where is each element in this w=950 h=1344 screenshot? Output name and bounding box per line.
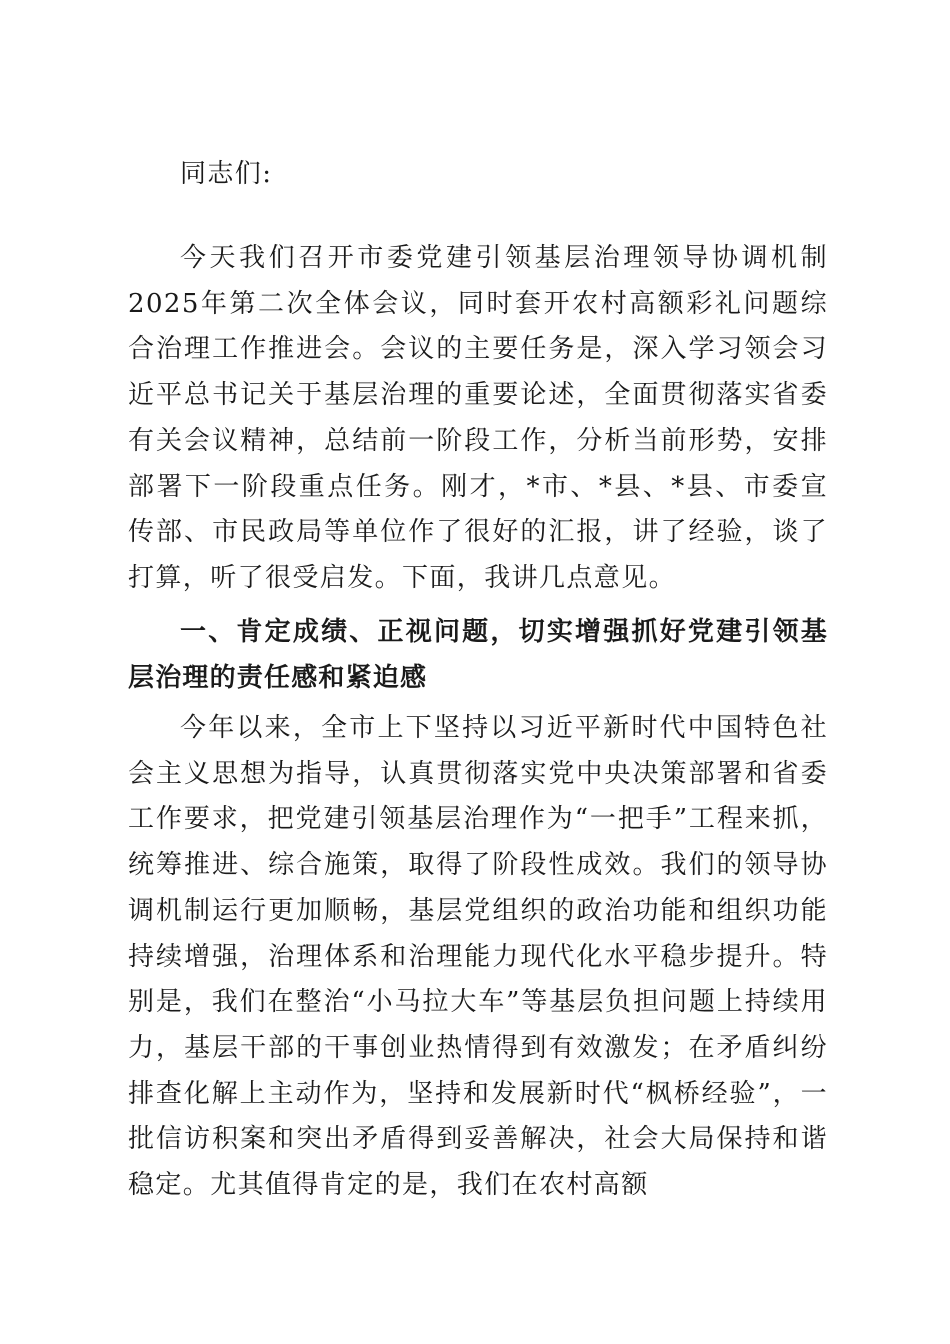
- paragraph-achievements: 今年以来，全市上下坚持以习近平新时代中国特色社会主义思想为指导，认真贯彻落实党中央决策部署和省委工作要求，把党建引领基层治理作为“一把手”工程来抓，统筹推进、综合施策，取得了阶段性成效。我们的领导协调机制运行更加顺畅，基层党组织的政治功能和组织功能持续增强，治理体系和治理能力现代化水平稳步提升。特别是，我们在整治“小马拉大车”等基层负担问题上持续用力，基层干部的干事创业热情得到有效激发；在矛盾纠纷排查化解上主动作为，坚持和发展新时代“枫桥经验”，一批信访积案和突出矛盾得到妥善解决，社会大局保持和谐稳定。尤其值得肯定的是，我们在农村高额: [128, 713, 828, 1201]
- paragraph-opening: 今天我们召开市委党建引领基层治理领导协调机制2025年第二次全体会议，同时套开农村高额彩礼问题综合治理工作推进会。会议的主要任务是，深入学习领会习近平总书记关于基层治理的重要论述，全面贯彻落实省委有关会议精神，总结前一阶段工作，分析当前形势，安排部署下一阶段重点任务。刚才，*市、*县、*县、市委宣传部、市民政局等单位作了很好的汇报，讲了经验，谈了打算，听了很受启发。下面，我讲几点意见。: [128, 243, 828, 593]
- salutation: 同志们:: [180, 159, 273, 189]
- section-heading-1: 一、肯定成绩、正视问题，切实增强抓好党建引领基层治理的责任感和紧迫感: [128, 617, 828, 693]
